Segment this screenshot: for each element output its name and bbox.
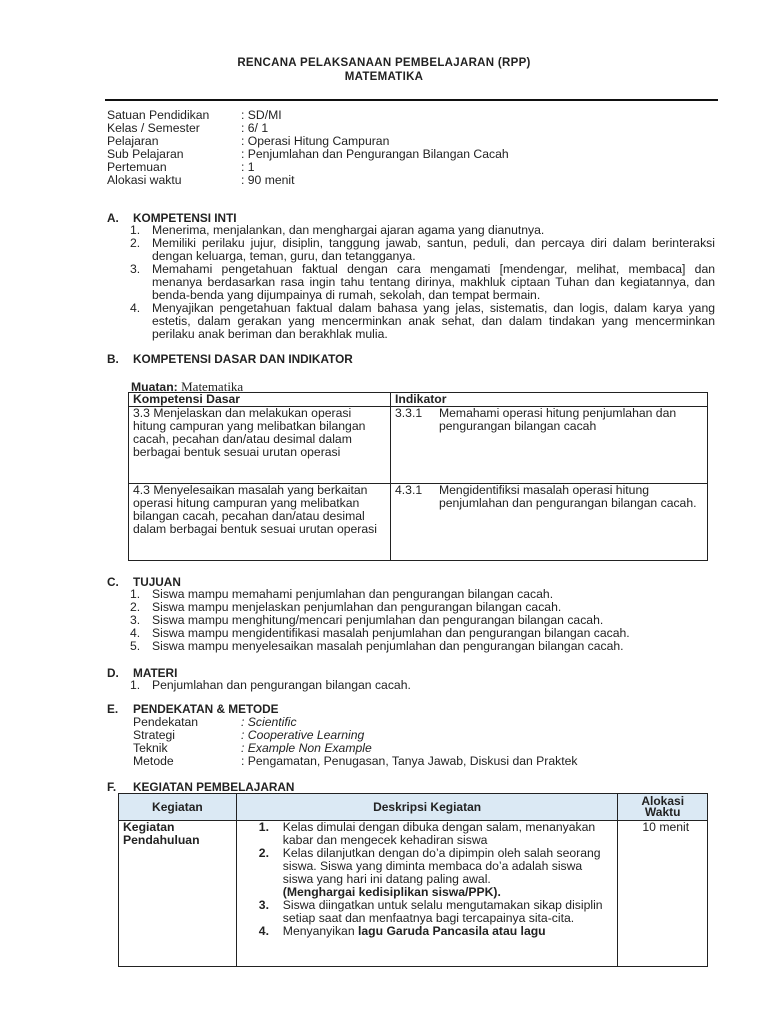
step-text <box>283 847 614 899</box>
step-number: 1. <box>258 820 269 834</box>
kd-table <box>128 392 708 561</box>
item-number: 5. <box>130 639 141 653</box>
table-row <box>119 821 708 967</box>
meta-label: Alokasi waktu <box>107 173 182 187</box>
section-e-heading: E. PENDEKATAN & METODE <box>107 702 279 716</box>
kegiatan-table <box>118 793 708 967</box>
step-text <box>283 821 614 847</box>
step-text-main: Kelas dimulai dengan dibuka dengan salam, menanyakan kabar dan mengecek kehadiran siswa <box>282 820 596 847</box>
section-c-heading: C. TUJUAN <box>107 575 181 589</box>
divider <box>105 99 718 101</box>
list-item <box>130 640 715 653</box>
item-number: 1. <box>130 223 141 237</box>
deskripsi-cell <box>236 821 618 967</box>
method-value: : Scientific <box>241 715 297 729</box>
item-text: Memiliki perilaku jujur, disiplin, tanggung jawab, santun, peduli, dan percaya diri dalam berinteraksi dengan keluarga, teman, guru, dan tetangganya. <box>152 236 715 263</box>
item-text: Menerima, menjalankan, dan menghargai ajaran agama yang dianutnya. <box>152 223 545 237</box>
doc-title: RENCANA PELAKSANAAN PEMBELAJARAN (RPP) <box>237 57 531 69</box>
meta-info <box>107 109 509 187</box>
tujuan-list <box>130 588 715 653</box>
meta-row <box>107 148 509 161</box>
col-kd: Kompetensi Dasar <box>129 393 391 407</box>
indikator-cell: 4.3.1 Mengidentifiksi masalah operasi hitung penjumlahan dan pengurangan bilangan cacah. <box>391 484 708 561</box>
method-label: Teknik <box>133 741 168 755</box>
method-value: : Cooperative Learning <box>241 728 365 742</box>
list-item <box>130 302 715 341</box>
col-alokasi: Alokasi Waktu <box>618 794 708 821</box>
item-text: Siswa mampu memahami penjumlahan dan pengurangan bilangan cacah. <box>152 587 554 601</box>
method-value: : Pengamatan, Penugasan, Tanya Jawab, Diskusi dan Praktek <box>241 754 578 768</box>
meta-label: Kelas / Semester <box>107 121 200 135</box>
item-text: Memahami pengetahuan faktual dengan cara mengamati [mendengar, melihat, membaca] dan menanya berdasarkan rasa ingin tahu tentang dirinya, makhluk ciptaan Tuhan dan kegiatannya, dan benda-benda yang dijumpainya di rumah, sekolah, dan tempat bermain. <box>152 262 715 302</box>
meta-value: : SD/MI <box>241 108 282 122</box>
step-text-main: Kelas dilanjutkan dengan do’a dipimpin oleh salah seorang siswa. Siswa yang diminta membaca do’a adalah siswa siswa yang hari ini datang paling awal. <box>282 846 601 886</box>
method-label: Strategi <box>133 728 176 742</box>
item-text: Siswa mampu menjelaskan penjumlahan dan pengurangan bilangan cacah. <box>152 600 562 614</box>
meta-value: : Penjumlahan dan Pengurangan Bilangan Cacah <box>241 147 509 161</box>
meta-label: Satuan Pendidikan <box>107 108 210 122</box>
item-number: 4. <box>130 626 141 640</box>
kd-cell: 4.3 Menyelesaikan masalah yang berkaitan operasi hitung campuran yang melibatkan bilangan cacah, pecahan dan/atau desimal dalam berbagai bentuk sesuai urutan operasi <box>129 484 391 561</box>
step-number: 3. <box>258 898 269 912</box>
step-item <box>259 821 614 847</box>
doc-subject: MATEMATIKA <box>344 71 424 83</box>
meta-label: Pelajaran <box>107 134 159 148</box>
step-number: 2. <box>258 846 269 860</box>
method-label: Metode <box>133 754 174 768</box>
step-text-main: Siswa diingatkan untuk selalu mengutamakan sikap disiplin setiap saat dan menfaatnya bagi tercapainya sita-cita. <box>282 898 603 925</box>
step-item <box>259 925 614 938</box>
table-row <box>129 484 708 561</box>
meta-value: : 6/ 1 <box>241 121 269 135</box>
meta-row <box>107 174 509 187</box>
item-number: 3. <box>130 262 141 276</box>
method-row <box>133 755 578 768</box>
muatan: Muatan: Matematika <box>131 379 244 394</box>
list-item <box>130 679 715 692</box>
step-text <box>283 925 546 938</box>
item-text: Penjumlahan dan pengurangan bilangan cacah. <box>152 678 411 692</box>
step-item <box>259 899 614 925</box>
indikator-cell: 3.3.1 Memahami operasi hitung penjumlahan dan pengurangan bilangan cacah <box>391 407 708 484</box>
section-d-heading: D. MATERI <box>107 666 178 680</box>
materi-list <box>130 679 715 692</box>
col-kegiatan: Kegiatan <box>119 794 237 821</box>
item-number: 2. <box>130 600 141 614</box>
step-text-main: Menyanyikan <box>282 924 358 938</box>
section-a-heading: A. KOMPETENSI INTI <box>107 211 237 225</box>
method-label: Pendekatan <box>133 715 199 729</box>
list-item <box>130 263 715 302</box>
waktu-cell: 10 menit <box>618 821 708 967</box>
step-text <box>283 899 614 925</box>
pendekatan-metode <box>133 716 578 768</box>
section-f-heading: F. KEGIATAN PEMBELAJARAN <box>107 780 295 794</box>
meta-value: : 1 <box>241 160 255 174</box>
method-value: : Example Non Example <box>241 741 372 755</box>
item-number: 2. <box>130 236 141 250</box>
item-number: 4. <box>130 301 141 315</box>
table-row <box>129 407 708 484</box>
meta-label: Sub Pelajaran <box>107 147 184 161</box>
meta-value: : 90 menit <box>241 173 295 187</box>
item-number: 3. <box>130 613 141 627</box>
step-text-bold: lagu Garuda Pancasila atau lagu <box>358 924 546 938</box>
kompetensi-inti-list <box>130 224 715 341</box>
kegiatan-cell: Kegiatan Pendahuluan <box>119 821 237 967</box>
item-number: 1. <box>130 678 141 692</box>
meta-value: : Operasi Hitung Campuran <box>241 134 390 148</box>
kd-cell: 3.3 Menjelaskan dan melakukan operasi hitung campuran yang melibatkan bilangan cacah, pecahan dan/atau desimal dalam berbagai bentuk sesuai urutan operasi <box>129 407 391 484</box>
step-text-bold: (Menghargai kedisiplikan siswa/PPK). <box>282 885 501 899</box>
item-number: 1. <box>130 587 141 601</box>
col-deskripsi: Deskripsi Kegiatan <box>236 794 618 821</box>
meta-label: Pertemuan <box>107 160 167 174</box>
col-indikator: Indikator <box>391 393 708 407</box>
item-text: Siswa mampu menghitung/mencari penjumlahan dan pengurangan bilangan cacah. <box>152 613 604 627</box>
item-text: Siswa mampu mengidentifikasi masalah penjumlahan dan pengurangan bilangan cacah. <box>152 626 630 640</box>
step-number: 4. <box>258 924 269 938</box>
list-item <box>130 237 715 263</box>
item-text: Siswa mampu menyelesaikan masalah penjumlahan dan pengurangan bilangan cacah. <box>152 639 624 653</box>
step-item <box>259 847 614 899</box>
item-text: Menyajikan pengetahuan faktual dalam bahasa yang jelas, sistematis, dan logis, dalam karya yang estetis, dalam gerakan yang mencerminkan anak sehat, dan dalam tindakan yang mencerminkan perilaku anak beriman dan berakhlak mulia. <box>152 301 715 341</box>
section-b-heading: B. KOMPETENSI DASAR DAN INDIKATOR <box>107 352 353 366</box>
